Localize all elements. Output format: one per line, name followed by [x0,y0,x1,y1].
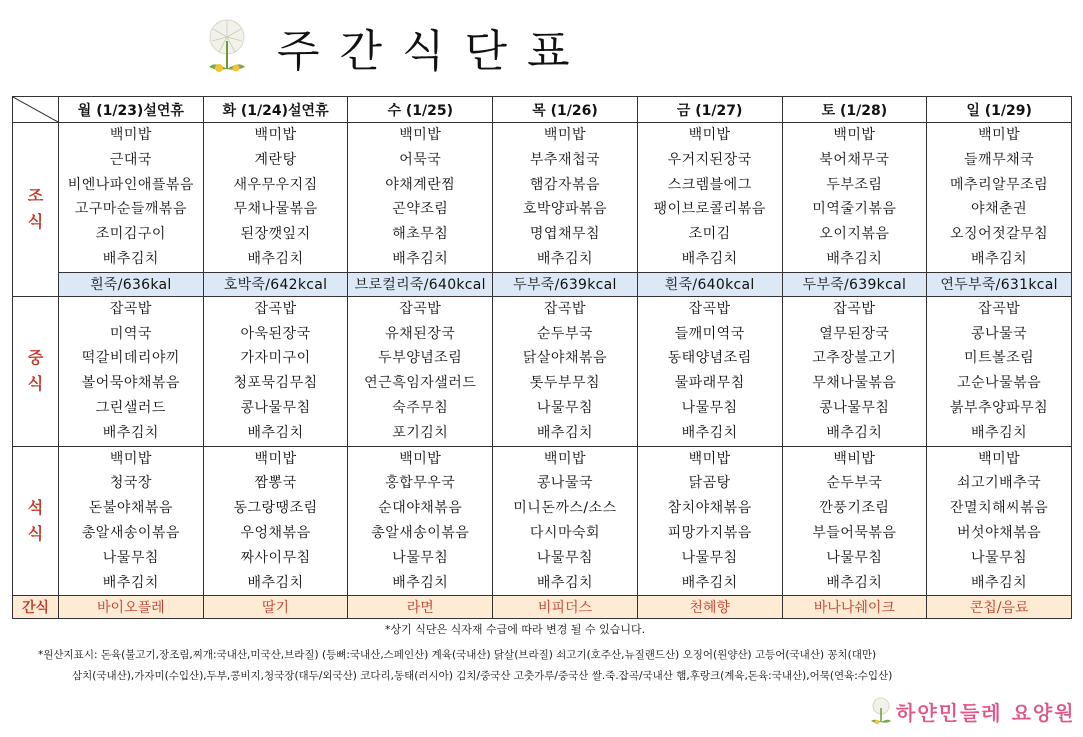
menu-item: 들깨무채국 [964,151,1035,168]
menu-item: 닭곰탕 [688,475,731,492]
snack-cell: 콘칩/음료 [927,596,1072,619]
menu-item: 콩나물국 [536,475,594,492]
snack-label: 간식 [13,596,59,619]
menu-cell [348,446,493,596]
menu-cell [59,123,204,273]
day-header: 수 (1/25) [348,97,493,123]
menu-item: 나물무침 [536,549,594,566]
menu-item: 잡곡밥 [109,300,152,317]
menu-item: 된장깻잎지 [240,226,311,243]
menu-item: 근대국 [109,151,152,168]
title-area [205,14,590,80]
meal-label-char: 식 [27,374,44,394]
origin-line-2: 삼치(국내산),가자미(수입산),두부,콩비지,청국장(대두/외국산) 코다리,동태(러시아) 김치/중국산 고춧가루/중국산 쌀.죽.잡곡/국내산 햄,후랑크(계육,돈육:국내산),어묵(연육:수입산) [72,670,893,682]
menu-item: 백미밥 [109,450,152,467]
menu-item: 쇠고기배추국 [957,475,1042,492]
menu-item: 동태양념조림 [667,350,752,367]
menu-item: 나물무침 [681,549,738,566]
menu-item: 무채나물볶음 [233,201,318,218]
menu-item: 동그랑땡조림 [233,500,318,517]
menu-item: 배추김치 [247,250,304,267]
menu-cell [927,446,1072,596]
meal-label-char: 조 [27,186,44,206]
menu-item: 나물무침 [102,549,159,566]
menu-item: 나물무침 [971,549,1028,566]
menu-item: 콩나물국 [971,325,1028,342]
menu-item: 비엔나파인애플볶음 [67,176,194,193]
porridge-cell: 호박죽/642kcal [203,272,348,296]
menu-cell [493,446,638,596]
menu-item: 곤약조림 [392,201,449,218]
menu-item: 포기김치 [392,424,449,441]
menu-cell [203,296,348,446]
menu-item: 배추김치 [247,574,304,591]
menu-item: 나물무침 [536,399,594,416]
menu-item: 부추재첩국 [529,151,601,168]
menu-item: 들깨미역국 [674,325,745,342]
snack-cell: 바나나쉐이크 [782,596,927,619]
menu-item: 배추김치 [102,250,159,267]
menu-item: 콩나물무침 [240,399,311,416]
menu-item: 배추김치 [681,424,738,441]
menu-item: 백미밥 [254,127,297,143]
snack-cell: 딸기 [203,596,348,619]
menu-item: 고추장불고기 [812,350,897,367]
day-header: 목 (1/26) [493,97,638,123]
menu-item: 총알새송이볶음 [81,524,180,541]
menu-item: 배추김치 [102,424,159,441]
corner-cell [13,97,59,123]
menu-item: 참치야채볶음 [667,500,752,517]
menu-item: 메추리알무조림 [950,176,1049,193]
menu-item: 배추김치 [392,250,449,267]
header-row [13,97,1072,123]
origin-line-1: *원산지표시: 돈육(불고기,장조림,찌개:국내산,미국산,브라질) (등뼈:국내산,스페인산) 계육(국내산) 닭살(브라질) 쇠고기(호주산,뉴질랜드산) 오징어(원양산) 고등어(국내산) 꽁치(대만) [38,649,877,661]
menu-item: 배추김치 [971,424,1028,441]
menu-item: 깐풍기조림 [819,500,890,517]
menu-item: 두부양념조림 [378,350,463,367]
dandelion-logo-icon [870,696,892,726]
menu-item: 배추김치 [681,574,738,591]
menu-item: 순대야채볶음 [378,500,463,517]
dandelion-icon [205,17,249,77]
menu-item: 우엉채볶음 [240,524,311,541]
menu-item: 미역줄기볶음 [812,201,897,218]
menu-item: 어묵국 [399,151,442,168]
menu-item: 배추김치 [971,250,1028,267]
menu-cell [637,446,782,596]
day-header: 화 (1/24)설연휴 [203,97,348,123]
meal-row-breakfast [13,123,1072,273]
menu-item: 순두부국 [826,475,883,492]
menu-cell [927,296,1072,446]
menu-item: 잡곡밥 [978,300,1021,317]
menu-item: 백미밥 [688,450,731,467]
menu-item: 잡곡밥 [833,300,876,317]
menu-item: 백미밥 [833,127,876,143]
menu-item: 가자미구이 [240,350,311,367]
snack-cell: 라면 [348,596,493,619]
meal-label-dinner [13,446,59,596]
menu-item: 계란탕 [254,151,297,168]
meal-label-breakfast [13,123,59,297]
menu-item: 잡곡밥 [254,300,297,317]
menu-cell [637,123,782,273]
menu-item: 배추김치 [681,250,738,267]
day-header: 금 (1/27) [637,97,782,123]
menu-item: 백미밥 [254,450,297,467]
menu-item: 숙주무침 [392,399,449,416]
menu-item: 그린샐러드 [95,399,166,416]
menu-item: 배추김치 [971,574,1028,591]
menu-item: 백미밥 [399,127,442,143]
menu-item: 아욱된장국 [240,325,311,342]
menu-item: 야채춘권 [971,201,1028,218]
menu-item: 잡곡밥 [688,300,731,317]
menu-item: 연근흑임자샐러드 [364,375,477,392]
meal-label-char: 중 [27,348,44,368]
porridge-cell: 브로컬리죽/640kcal [348,272,493,296]
menu-item: 조미김 [688,226,731,243]
menu-item: 순두부국 [536,325,594,342]
menu-item: 잡곡밥 [543,300,586,317]
menu-cell [348,296,493,446]
menu-item: 미니돈까스/소스 [513,500,617,517]
menu-item: 나물무침 [826,549,883,566]
menu-item: 다시마숙회 [529,524,601,541]
menu-item: 열무된장국 [819,325,890,342]
menu-cell [782,296,927,446]
menu-item: 유채된장국 [385,325,456,342]
menu-item: 햄감자볶음 [529,176,601,193]
menu-item: 두부조림 [826,176,883,193]
day-header: 토 (1/28) [782,97,927,123]
menu-item: 호박양파볶음 [522,201,608,218]
menu-item: 총알새송이볶음 [371,524,470,541]
menu-item: 홍합무우국 [385,475,456,492]
menu-item: 돈불야채볶음 [88,500,173,517]
porridge-cell: 두부죽/639kcal [493,272,638,296]
menu-item: 톳두부무침 [529,375,601,392]
menu-item: 볼어묵야채볶음 [81,375,180,392]
snack-row [13,596,1072,619]
menu-item: 닭살야채볶음 [522,350,608,367]
menu-item: 잔멸치해씨볶음 [950,500,1049,517]
menu-item: 배추김치 [536,250,594,267]
menu-item: 배추김치 [826,574,883,591]
menu-item: 배추김치 [826,250,883,267]
menu-item: 백미밥 [978,127,1021,143]
menu-item: 북어채무국 [819,151,890,168]
menu-item: 피망가지볶음 [667,524,752,541]
porridge-cell: 연두부죽/631kcal [927,272,1072,296]
day-header: 월 (1/23)설연휴 [59,97,204,123]
menu-item: 배추김치 [392,574,449,591]
menu-item: 청국장 [109,475,152,492]
weekly-menu-table [12,96,1072,619]
menu-cell [493,123,638,273]
porridge-cell: 두부죽/639kcal [782,272,927,296]
menu-item: 백미밥 [399,450,442,467]
meal-row-lunch [13,296,1072,446]
page-title: 주간식단표 [277,26,590,77]
menu-item: 버섯야채볶음 [957,524,1042,541]
menu-item: 나물무침 [681,399,738,416]
snack-cell: 비피더스 [493,596,638,619]
snack-cell: 천혜향 [637,596,782,619]
menu-item: 짜사이무침 [240,549,311,566]
meal-label-lunch [13,296,59,446]
menu-cell [782,123,927,273]
menu-cell [493,296,638,446]
menu-cell [203,123,348,273]
porridge-cell: 흰죽/636kal [59,272,204,296]
facility-logo [870,696,1076,726]
day-header: 일 (1/29) [927,97,1072,123]
menu-item: 백미밥 [543,127,586,143]
menu-item: 배추김치 [536,574,594,591]
snack-cell: 바이오플레 [59,596,204,619]
menu-item: 짬뽕국 [254,475,297,492]
menu-item: 백미밥 [688,127,731,143]
menu-cell [348,123,493,273]
menu-item: 배추김치 [102,574,159,591]
menu-item: 해초무침 [392,226,449,243]
menu-item: 명엽채무침 [529,226,601,243]
menu-cell [782,446,927,596]
menu-item: 우거지된장국 [667,151,752,168]
menu-item: 백미밥 [978,450,1021,467]
menu-item: 고구마순들깨볶음 [74,201,187,218]
facility-name: 하얀민들레 요양원 [896,700,1076,725]
menu-item: 물파래무침 [674,375,745,392]
menu-item: 오징어젓갈무침 [950,226,1049,243]
menu-item: 백비밥 [833,450,876,467]
menu-item: 미역국 [109,325,152,342]
meal-label-char: 식 [27,212,44,232]
menu-item: 백미밥 [109,127,152,143]
menu-item: 배추김치 [536,424,594,441]
menu-item: 붉부추양파무침 [950,399,1049,416]
menu-item: 팽이브로콜리볶음 [653,201,766,218]
menu-item: 콩나물무침 [819,399,890,416]
meal-label-char: 식 [27,523,44,543]
porridge-row [13,272,1072,296]
menu-item: 부들어묵볶음 [812,524,897,541]
menu-item: 잡곡밥 [399,300,442,317]
meal-row-dinner [13,446,1072,596]
menu-item: 떡갈비데리야끼 [81,350,180,367]
menu-item: 오이지볶음 [819,226,890,243]
menu-item: 백미밥 [543,450,586,467]
menu-item: 배추김치 [247,424,304,441]
menu-item: 고순나물볶음 [957,375,1042,392]
menu-item: 새우무우지짐 [233,176,318,193]
menu-cell [203,446,348,596]
menu-item: 조미김구이 [95,226,166,243]
menu-item: 무채나물볶음 [812,375,897,392]
menu-cell [59,446,204,596]
menu-item: 스크렘블에그 [667,176,752,193]
menu-item: 야채계란찜 [385,176,456,193]
menu-item: 청포묵김무침 [233,375,318,392]
meal-label-char: 석 [27,497,44,517]
menu-item: 미트볼조림 [964,350,1035,367]
menu-cell [927,123,1072,273]
menu-item: 나물무침 [392,549,449,566]
notice-text: *상기 식단은 식자재 수급에 따라 변경 될 수 있습니다. [385,623,646,636]
menu-cell [59,296,204,446]
porridge-cell: 흰죽/640kcal [637,272,782,296]
menu-item: 배추김치 [826,424,883,441]
menu-cell [637,296,782,446]
